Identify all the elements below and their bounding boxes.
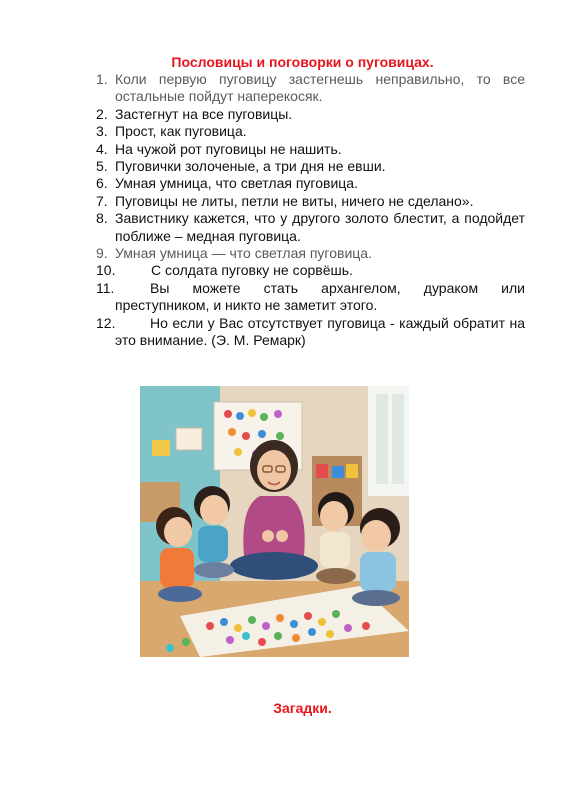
list-item-text: Умная умница — что светлая пуговица. [115,245,372,262]
list-item-text: Прост, как пуговица. [115,123,247,140]
list-item-number: 1. [96,71,108,87]
list-item [96,175,525,192]
list-item-number: 11. [96,279,115,296]
list-item [96,280,525,315]
list-item-text: Коли первую пуговицу застегнешь неправильно, то все остальные пойдут наперекосяк. [115,71,525,105]
list-item-number: 2. [96,105,108,122]
list-item [96,262,525,279]
page-title: Пословицы и поговорки о пуговицах. [171,54,434,70]
list-item-number: 3. [96,123,108,140]
list-item [96,106,525,123]
illustration-image [140,386,409,657]
list-item [96,315,525,350]
list-item-text: Но если у Вас отсутствует пуговица - каждый обратит на это внимание. (Э. М. Ремарк) [115,314,525,349]
list-item-number: 4. [96,140,108,157]
list-item-number: 12. [96,314,116,331]
list-item [96,158,525,175]
list-item [96,141,525,158]
list-item-number: 7. [96,192,108,209]
list-item [96,123,525,140]
list-item [96,71,525,106]
list-item-text: Пуговицы не литы, петли не виты, ничего не сделано». [115,192,474,209]
riddles-heading: Загадки. [273,700,332,716]
list-item-text: Вы можете стать архангелом, дураком или преступником, и никто не заметит этого. [115,279,525,314]
list-item-number: 6. [96,175,108,192]
list-item-number: 10. [96,262,116,279]
list-item-number: 8. [96,210,108,227]
list-item-text: Завистнику кажется, что у другого золото блестит, а подойдет поближе – медная пуговица. [115,210,525,244]
list-item-text: Умная умница, что светлая пуговица. [115,175,358,192]
list-item-text: С солдата пуговку не сорвёшь. [151,262,353,279]
list-item-text: На чужой рот пуговицы не нашить. [115,140,342,157]
list-item [96,245,525,262]
list-item [96,210,525,245]
list-item-text: Пуговички золоченые, а три дня не евши. [115,158,386,175]
list-item-text: Застегнут на все пуговицы. [115,105,293,122]
list-item-number: 9. [96,245,108,262]
classroom-illustration [140,386,409,657]
list-item [96,193,525,210]
list-item-number: 5. [96,158,108,175]
proverb-list [96,71,525,350]
